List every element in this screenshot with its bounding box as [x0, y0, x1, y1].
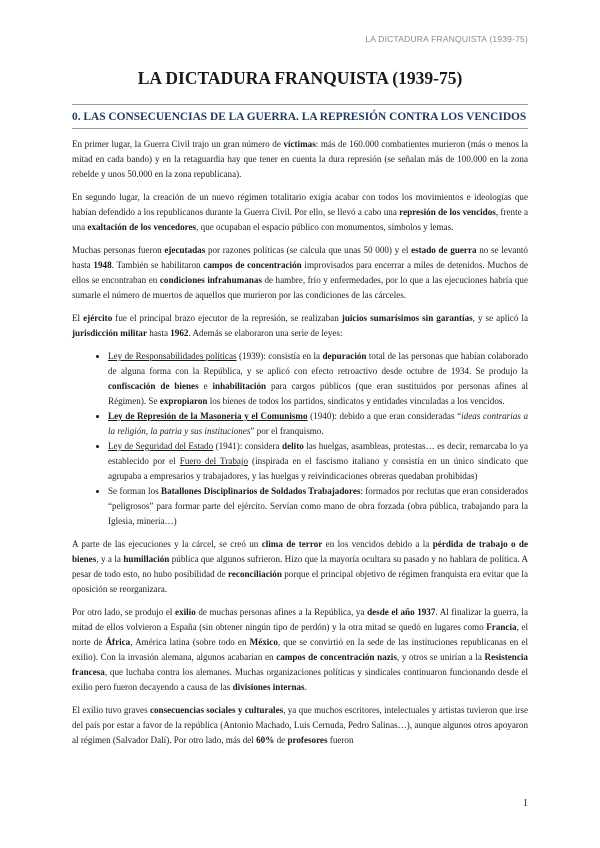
text: , que se convirtió en la sede de las instituciones republicanas en el exilio). Con la invasión alemana, algunos acabarían en	[72, 637, 528, 662]
bold-term: inhabilitación	[212, 381, 267, 391]
text: Se forman los	[108, 486, 162, 496]
bold-term: 1948	[93, 260, 112, 270]
bold-term: 1962	[170, 328, 189, 338]
text: total de las personas que habían colaborado de alguna forma con la República, y se aplicó con efecto retroactivo desde octubre de 1934. Se produjo la	[108, 351, 528, 376]
bold-term: ejército	[83, 313, 113, 323]
law-link[interactable]: Ley de Responsabilidades políticas	[108, 351, 237, 361]
text: (1941): considera	[213, 441, 283, 451]
text: , y se aplicó la	[472, 313, 528, 323]
paragraph-repression	[72, 190, 528, 235]
text: (inspirada en el fascismo italiano y consistía en un único sindicato que agrupaba a empresarios y trabajadores, y las huelgas y reivindicaciones obreras quedaban prohibidas)	[108, 456, 528, 481]
text: para cargos públicos (que eran sustituidos por personas afines al Régimen). Se	[108, 381, 529, 406]
text: e	[198, 381, 213, 391]
bold-term: África	[105, 637, 131, 647]
law-link[interactable]	[108, 411, 308, 421]
bold-term: juicios sumarísimos sin garantías	[341, 313, 473, 323]
bold-term: expropiaron	[159, 396, 208, 406]
bold-term: divisiones internas	[232, 682, 305, 692]
bold-term: campos de concentración	[203, 260, 302, 270]
text: de hambre, frío y enfermedades, por lo que a las ejecuciones habría que sumarle el número de muertos de aquellos que murieron por las condiciones de las cárceles.	[72, 275, 528, 300]
fuero-link[interactable]: Fuero del Trabajo	[179, 456, 248, 466]
bold-term: estado de guerra	[411, 245, 477, 255]
text: las huelgas, asambleas, protestas… es decir, remarcaba lo ya establecido por el	[108, 441, 528, 466]
paragraph-consequences	[72, 703, 528, 748]
text: Por otro lado, se produjo el	[72, 607, 176, 617]
list-item-law-masonry	[108, 409, 528, 439]
bold-term: Francia	[486, 622, 517, 632]
text: (1939): consistía en la	[236, 351, 323, 361]
text: , que luchaba contra los alemanes. Muchas organizaciones políticas y sindicales continuaron funcionando desde el exilio pero fueron decayendo a causa de las	[72, 667, 528, 692]
bold-term: Batallones Disciplinarios de Soldados Trabajadores	[161, 486, 361, 496]
bold-term: víctimas	[283, 139, 316, 149]
bold-term: profesores	[287, 735, 328, 745]
text: de muchas personas afines a la República, ya	[195, 607, 368, 617]
bold-term: México	[249, 637, 278, 647]
section-heading: 0. LAS CONSECUENCIAS DE LA GUERRA. LA REPRESIÓN CONTRA LOS VENCIDOS	[72, 104, 528, 129]
italic-quote: ideas contrarias a la religión, la patria y sus instituciones	[108, 411, 528, 436]
bold-term: pérdida de trabajo o de bienes	[72, 539, 529, 564]
list-item-law-responsibilities	[108, 349, 528, 409]
paragraph-exile	[72, 605, 528, 695]
text: El	[72, 313, 84, 323]
bold-term: represión de los vencidos	[399, 207, 496, 217]
bold-term: reconciliación	[228, 569, 282, 579]
text: , el norte de	[72, 622, 528, 647]
text: , y a la	[96, 554, 124, 564]
text: porque el principal objetivo de régimen franquista era evitar que la oposición se reorganizara.	[72, 569, 528, 594]
text: A parte de las ejecuciones y la cárcel, se creó un	[72, 539, 262, 549]
text: fueron	[327, 735, 354, 745]
paragraph-victims	[72, 137, 528, 182]
bold-term: condiciones infrahumanas	[159, 275, 262, 285]
bold-term: delito	[282, 441, 304, 451]
text: por razones políticas (se calcula que unas 50 000) y el	[205, 245, 412, 255]
bold-term: consecuencias sociales y culturales	[149, 705, 284, 715]
bold-term: ejecutadas	[164, 245, 206, 255]
bold-term: exaltación de los vencedores	[87, 222, 197, 232]
bold-term: 60%	[256, 735, 275, 745]
laws-list	[72, 349, 528, 529]
law-link-text: Ley de Represión de la Masonería y el Comunismo	[108, 411, 308, 421]
bold-term: confiscación de bienes	[108, 381, 199, 391]
text: pública que algunos sufrieron. Hizo que la mayoría ocultara su pasado y no hablara de política. A pesar de todo esto, no hubo posibilidad de	[72, 554, 529, 579]
bold-term: campos de concentración nazis	[276, 652, 397, 662]
text: , ya que muchos escritores, intelectuales y artistas tuvieron que irse del país por estar a favor de la república (Antonio Machado, Luis Cernuda, Pedro Salinas…), aunque algunos otros apoyaron al régimen (Salvador Dalí). Por otro lado, más del	[72, 705, 528, 745]
list-item-battalions	[108, 484, 528, 529]
text: .	[304, 682, 307, 692]
list-item-law-security	[108, 439, 528, 484]
text: , que ocupaban el espacio público con monumentos, símbolos y lemas.	[196, 222, 454, 232]
paragraph-executions	[72, 243, 528, 303]
bold-term: humillación	[123, 554, 170, 564]
text: , y otros se unirían a la	[396, 652, 485, 662]
bold-term: exilio	[175, 607, 196, 617]
text: . Al finalizar la guerra, la mitad de ellos volvieron a España (sin obtener ningún tipo de perdón) y la otra mitad se quedó en lugares como	[72, 607, 528, 632]
text: . Además se elaboraron una serie de leyes:	[188, 328, 343, 338]
text: : más de 160.000 combatientes murieron (más o menos la mitad en cada bando) y en la retaguardia hay que tener en cuenta la dura represión (se señalan más de 100.000 en la zona rebelde y unos 50.000 en la zona republicana).	[72, 139, 528, 179]
bold-term: jurisdicción militar	[72, 328, 148, 338]
text: fue el principal brazo ejecutor de la represión, se realizaban	[112, 313, 342, 323]
text: (1940): debido a que eran consideradas “	[307, 411, 462, 421]
text: Muchas personas fueron	[72, 245, 165, 255]
running-header: LA DICTADURA FRANQUISTA (1939-75)	[365, 34, 528, 44]
text: en los vencidos debido a la	[322, 539, 433, 549]
text: improvisados para encerrar a miles de detenidos. Muchos de ellos se encontraban en	[72, 260, 528, 285]
text: los bienes de todos los partidos, sindicatos y entidades vinculadas a los vencidos.	[207, 396, 505, 406]
paragraph-terror	[72, 537, 528, 597]
text: ” por el franquismo.	[250, 426, 324, 436]
text: hasta	[147, 328, 171, 338]
paragraph-army	[72, 311, 528, 341]
text: En primer lugar, la Guerra Civil trajo un gran número de	[72, 139, 284, 149]
text: En segundo lugar, la creación de un nuevo régimen totalitario exigía acabar con todos los movimientos e ideologías que habían defendido a los republicanos durante la Guerra Civil. Por ello, se llevó a cabo una	[72, 192, 528, 217]
law-link[interactable]: Ley de Seguridad del Estado	[108, 441, 214, 451]
text: , frente a una	[72, 207, 529, 232]
page-title: LA DICTADURA FRANQUISTA (1939-75)	[137, 68, 463, 88]
bold-term: desde el año 1937	[367, 607, 436, 617]
text: . También se habilitaron	[111, 260, 204, 270]
page-number: 1	[523, 798, 528, 809]
bold-term: depuración	[322, 351, 367, 361]
bold-term: Resistencia francesa	[72, 652, 528, 677]
document-body	[72, 137, 528, 756]
text: de	[274, 735, 288, 745]
bold-term: clima de terror	[261, 539, 323, 549]
text: , América latina (sobre todo en	[130, 637, 250, 647]
text: no se levantó hasta	[72, 245, 528, 270]
text: : formados por reclutas que eran considerados “peligrosos” para formar parte del ejército. Servían como mano de obra forzada (obra pública, trabajando para la Iglesia, minería…)	[108, 486, 528, 526]
text: El exilio tuvo graves	[72, 705, 150, 715]
